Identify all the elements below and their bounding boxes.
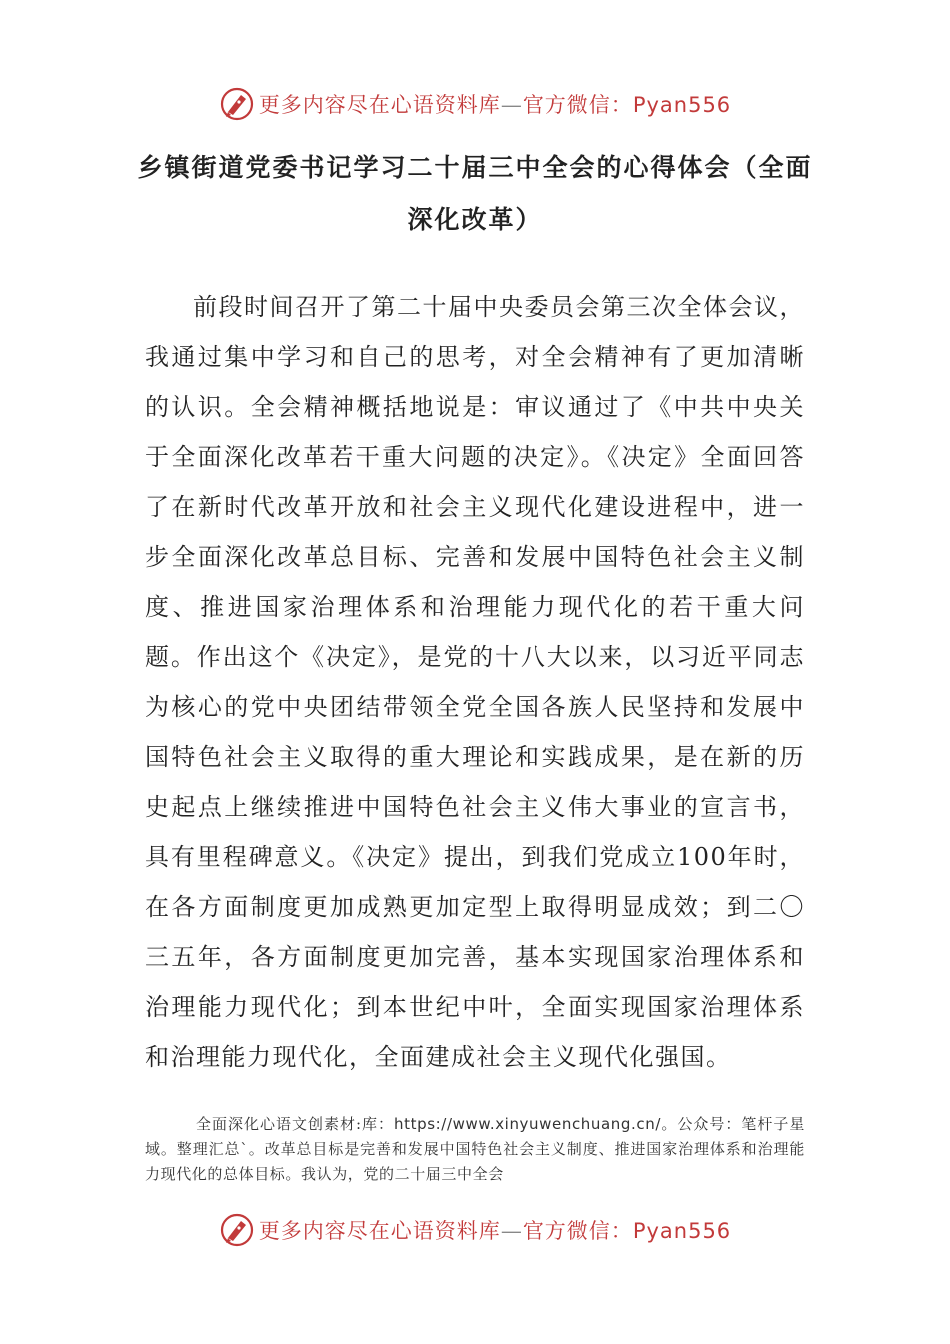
banner-text: [259, 1215, 731, 1245]
banner-separator: —: [500, 93, 523, 117]
banner-wechat-id: Pyan556: [632, 93, 732, 117]
banner-slogan: 更多内容尽在心语资料库: [258, 93, 501, 117]
banner-text: [259, 89, 731, 119]
footer-banner: [0, 1210, 950, 1250]
banner-separator: —: [500, 1219, 523, 1243]
pen-nib-logo-icon: [219, 1212, 255, 1248]
pen-nib-logo-icon: [219, 86, 255, 122]
footnote-suffix: 。公众号：笔杆子星域。整理汇总`。改革总目标是完善和发展中国特色社会主义制度、推进国家治理体系和治理能力现代化的总体目标。我认为，党的二十届三中全会: [145, 1115, 806, 1183]
banner-wechat-label: 官方微信：: [522, 1219, 633, 1243]
footnote-prefix: 全面深化心语文创素材:库：: [196, 1115, 395, 1133]
banner-wechat-id: Pyan556: [632, 1219, 732, 1243]
document-title: 乡镇街道党委书记学习二十届三中全会的心得体会（全面深化改革）: [137, 153, 813, 234]
body-paragraph: 前段时间召开了第二十届中央委员会第三次全体会议，我通过集中学习和自己的思考，对全会精神有了更加清晰的认识。全会精神概括地说是：审议通过了《中共中央关于全面深化改革若干重大问题的决定》。《决定》全面回答了在新时代改革开放和社会主义现代化建设进程中，进一步全面深化改革总目标、完善和发展中国特色社会主义制度、推进国家治理体系和治理能力现代化的若干重大问题。作出这个《决定》，是党的十八大以来，以习近平同志为核心的党中央团结带领全党全国各族人民坚持和发展中国特色社会主义取得的重大理论和实践成果，是在新的历史起点上继续推进中国特色社会主义伟大事业的宣言书，具有里程碑意义。《决定》提出，到我们党成立100年时，在各方面制度更加成熟更加定型上取得明显成效；到二〇三五年，各方面制度更加完善，基本实现国家治理体系和治理能力现代化；到本世纪中叶，全面实现国家治理体系和治理能力现代化，全面建成社会主义现代化强国。: [145, 293, 805, 1071]
header-banner: [0, 84, 950, 124]
banner-wechat-label: 官方微信：: [522, 93, 633, 117]
banner-slogan: 更多内容尽在心语资料库: [258, 1219, 501, 1243]
footnote: [145, 1112, 805, 1187]
footnote-url[interactable]: https://www.xinyuwenchuang.cn/: [394, 1115, 662, 1133]
